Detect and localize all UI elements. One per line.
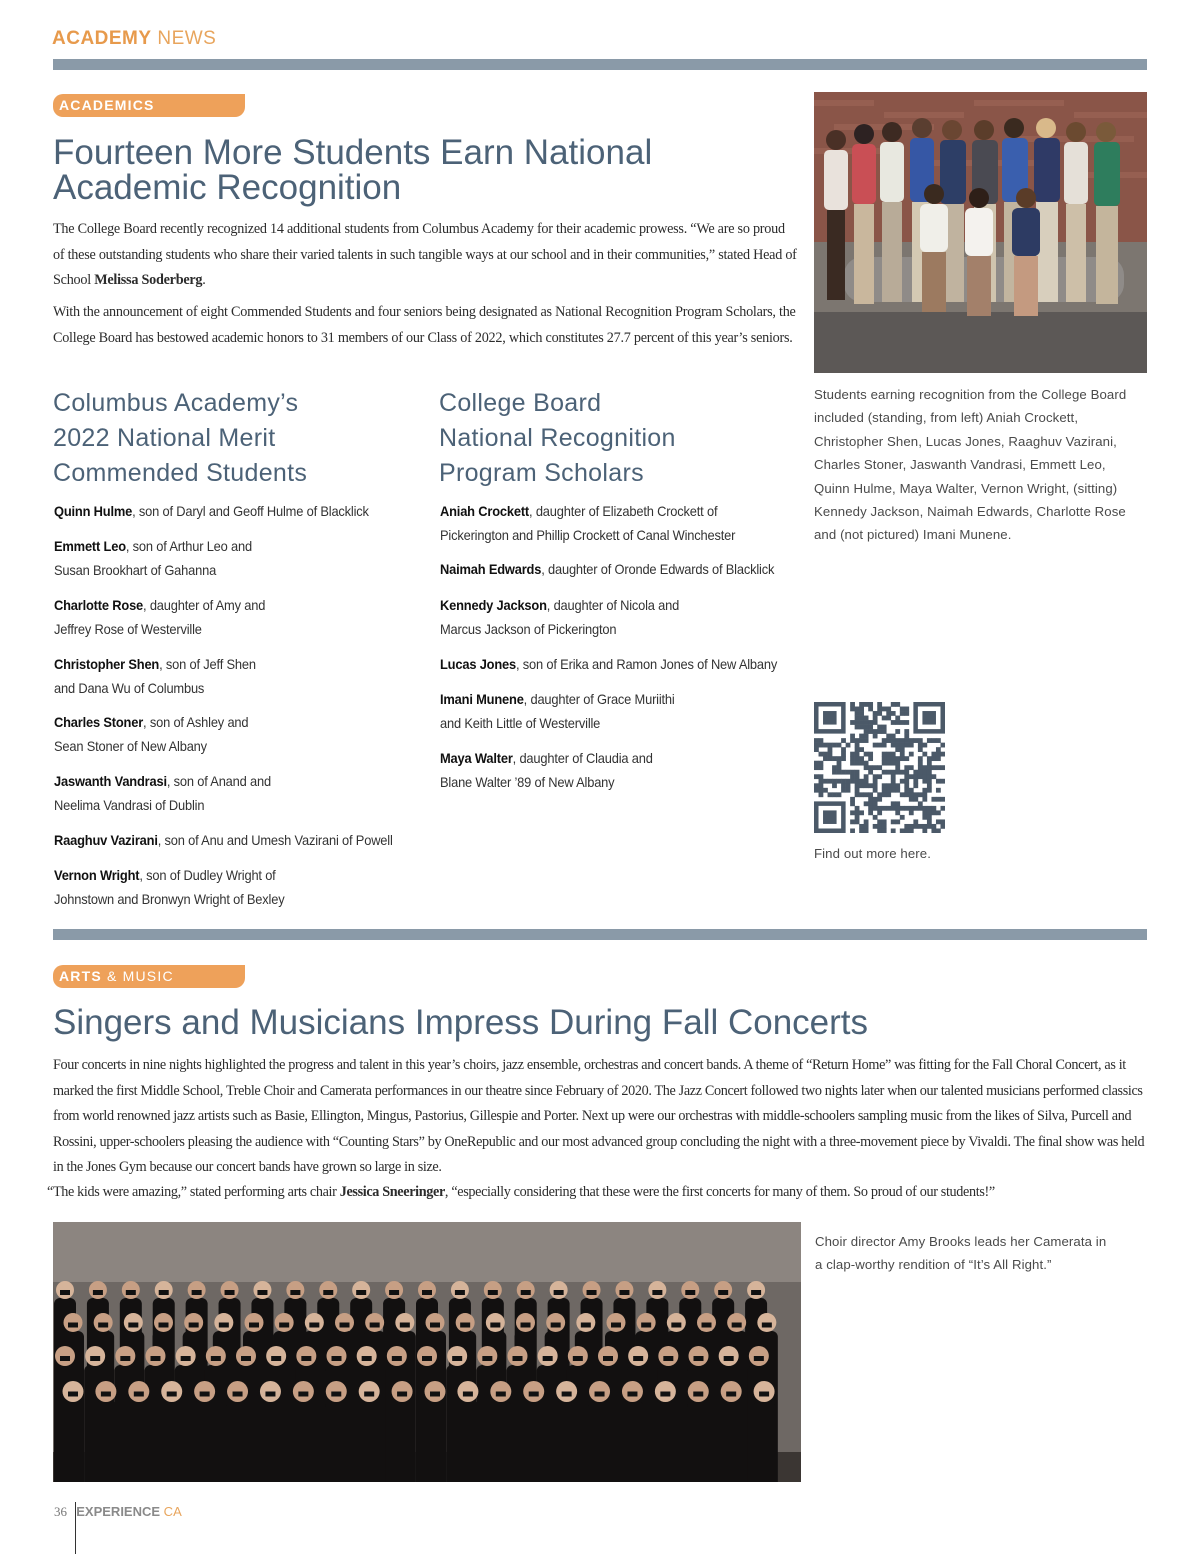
- student-parents: Blane Walter ’89 of New Albany: [440, 773, 615, 790]
- footer-divider: [75, 1502, 76, 1554]
- list-item: [440, 500, 735, 547]
- student-parents: Pickerington and Phillip Crockett of Canal Winchester: [440, 526, 736, 543]
- tag-light: & MUSIC: [101, 968, 174, 984]
- qr-code[interactable]: [814, 702, 945, 833]
- divider-rule: [53, 59, 1147, 70]
- paragraph-text: Four concerts in nine nights highlighted the progress and talent in this year’s choirs, jazz ensemble, orchestras and concert bands. A theme of “Return Home” was fitting for the Fall Choral Concert, as it marked the first Middle School, Treble Choir and Camerata performances in our theatre since February of 2020. The Jazz Concert followed two nights later when our talented musicians performed classics from world renowned jazz artists such as Basie, Ellington, Mingus, Pastorius, Gillespie and Porter. Next up were our orchestras with middle-schoolers sampling music from the likes of Silva, Purcell and Rossini, upper-schoolers pleasing the audience with “Counting Stars” by OneRepublic and our most advanced group concluding the night with a three-movement piece by Vivaldi. The final show was held in the Jones Gym because our concert bands have grown so large in size.: [53, 1057, 1145, 1176]
- student-parents: Susan Brookhart of Gahanna: [54, 561, 217, 578]
- student-parents: , daughter of Oronde Edwards of Blacklick: [541, 561, 775, 577]
- student-parents: , daughter of Grace Muriithi: [523, 691, 675, 707]
- category-tag: [53, 965, 245, 988]
- section-header: [52, 28, 216, 50]
- student-name: Charlotte Rose: [54, 597, 144, 613]
- article-headline: Singers and Musicians Impress During Fall Concerts: [53, 1003, 869, 1042]
- list-item: [54, 770, 271, 817]
- list-item: [54, 864, 284, 911]
- choir-photo: [53, 1222, 801, 1482]
- group-photo-illustration: [814, 92, 1147, 373]
- student-parents: and Dana Wu of Columbus: [54, 679, 205, 696]
- student-name: Vernon Wright: [54, 867, 140, 883]
- student-parents: Sean Stoner of New Albany: [54, 737, 207, 754]
- student-parents: , son of Anu and Umesh Vazirani of Powell: [157, 832, 393, 848]
- student-parents: , daughter of Elizabeth Crockett of: [529, 503, 718, 519]
- article-paragraph: [53, 1053, 1151, 1181]
- student-parents: , daughter of Amy and: [143, 597, 266, 613]
- article-headline: [53, 135, 652, 205]
- page-footer: [54, 1504, 182, 1520]
- arts-chair-name: Jessica Sneeringer: [339, 1184, 445, 1200]
- header-light: NEWS: [151, 28, 217, 49]
- headline-line: Fourteen More Students Earn National: [53, 133, 653, 172]
- student-name: Imani Munene: [440, 691, 524, 707]
- list-heading-line: 2022 National Merit: [53, 424, 276, 452]
- student-parents: , son of Daryl and Geoff Hulme of Blacklick: [132, 503, 369, 519]
- article-paragraph: With the announcement of eight Commended Students and four seniors being designated as National Recognition Program Scholars, the College Board has bestowed academic honors to 31 members of our Class of 2022, which constitutes 27.7 percent of this year’s seniors.: [53, 304, 796, 346]
- head-of-school-name: Melissa Soderberg: [94, 272, 203, 289]
- student-parents: Marcus Jackson of Pickerington: [440, 620, 617, 637]
- list-heading-line: College Board: [439, 389, 602, 417]
- student-name: Charles Stoner: [54, 714, 144, 730]
- student-parents: and Keith Little of Westerville: [440, 714, 601, 731]
- list-item: [54, 500, 369, 524]
- student-name: Lucas Jones: [440, 656, 517, 672]
- choir-photo-illustration: [53, 1222, 801, 1482]
- qr-code-icon: [814, 702, 945, 833]
- list-item: [440, 747, 653, 794]
- list-heading-line: Commended Students: [53, 459, 308, 487]
- student-parents: , daughter of Claudia and: [512, 750, 653, 766]
- list-heading: [53, 386, 307, 491]
- student-parents: , son of Ashley and: [143, 714, 249, 730]
- category-tag: ACADEMICS: [53, 94, 245, 117]
- student-name: Jaswanth Vandrasi: [54, 773, 167, 789]
- header-bold: ACADEMY: [52, 28, 152, 49]
- tag-bold: ARTS: [59, 968, 102, 984]
- student-parents: , daughter of Nicola and: [546, 597, 680, 613]
- list-item: [440, 653, 777, 677]
- list-item: [440, 558, 774, 582]
- student-name: Quinn Hulme: [54, 503, 133, 519]
- list-item: [440, 688, 675, 735]
- list-heading: [439, 386, 676, 491]
- divider-rule: [53, 929, 1147, 940]
- qr-caption: Find out more here.: [814, 846, 931, 861]
- paragraph-text: “The kids were amazing,” stated performing arts chair: [47, 1184, 340, 1200]
- headline-line: Academic Recognition: [53, 168, 402, 207]
- list-item: [54, 594, 265, 641]
- student-name: Aniah Crockett: [440, 503, 530, 519]
- list-heading-line: Columbus Academy’s: [53, 389, 299, 417]
- student-parents: , son of Dudley Wright of: [139, 867, 276, 883]
- photo-caption: Choir director Amy Brooks leads her Camerata in a clap-worthy rendition of “It’s All Right.”: [815, 1234, 1107, 1273]
- paragraph-text: , “especially considering that these were the first concerts for many of them. So proud of our students!”: [444, 1184, 995, 1200]
- photo-caption: Students earning recognition from the College Board included (standing, from left) Aniah Crockett, Christopher Shen, Lucas Jones, Raaghuv Vazirani, Charles Stoner, Jaswanth Vandrasi, Emmett Leo, Quinn Hulme, Maya Walter, Vernon Wright, (sitting) Kennedy Jackson, Naimah Edwards, Charlotte Rose and (not pictured) Imani Munene.: [814, 387, 1127, 543]
- student-name: Naimah Edwards: [440, 561, 542, 577]
- student-parents: Neelima Vandrasi of Dublin: [54, 796, 205, 813]
- student-parents: Johnstown and Bronwyn Wright of Bexley: [54, 890, 285, 907]
- student-name: Maya Walter: [440, 750, 513, 766]
- list-item: [54, 829, 393, 853]
- student-name: Christopher Shen: [54, 656, 160, 672]
- student-parents: , son of Erika and Ramon Jones of New Albany: [516, 656, 778, 672]
- list-item: [54, 711, 248, 758]
- list-heading-line: Program Scholars: [439, 459, 644, 487]
- student-parents: , son of Arthur Leo and: [125, 538, 252, 554]
- page-number: 36: [54, 1504, 67, 1519]
- student-parents: , son of Anand and: [166, 773, 271, 789]
- quote-paragraph: [47, 1180, 1157, 1206]
- list-heading-line: National Recognition: [439, 424, 676, 452]
- group-photo: [814, 92, 1147, 373]
- paragraph-text: .: [202, 272, 206, 289]
- article-paragraph: [53, 217, 798, 294]
- student-name: Kennedy Jackson: [440, 597, 547, 613]
- student-name: Emmett Leo: [54, 538, 126, 554]
- list-item: [54, 535, 252, 582]
- magazine-suffix: CA: [160, 1504, 182, 1519]
- list-item: [440, 594, 679, 641]
- list-item: [54, 653, 256, 700]
- paragraph-text: The College Board recently recognized 14 additional students from Columbus Academy for their academic prowess. “We are so proud of these outstanding students who share their varied talents in such tangible ways at our school and in their communities,” stated Head of School: [53, 221, 797, 289]
- student-parents: Jeffrey Rose of Westerville: [54, 620, 202, 637]
- student-name: Raaghuv Vazirani: [54, 832, 158, 848]
- magazine-name: EXPERIENCE: [76, 1504, 161, 1519]
- student-parents: , son of Jeff Shen: [159, 656, 256, 672]
